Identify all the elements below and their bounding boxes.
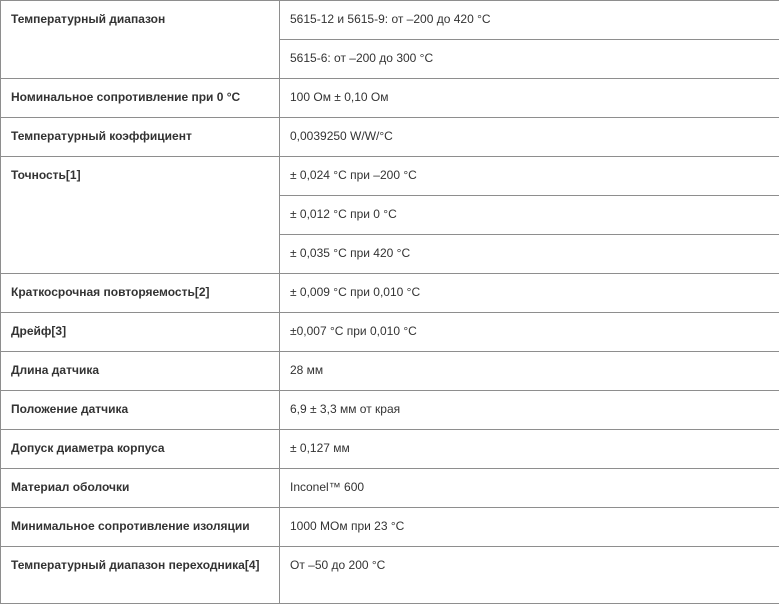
table-row bbox=[1, 1, 779, 40]
spec-label: Температурный диапазон bbox=[1, 1, 280, 79]
spec-label: Номинальное сопротивление при 0 °C bbox=[1, 79, 280, 118]
spec-value: 5615-6: от –200 до 300 °C bbox=[280, 40, 779, 79]
table-row bbox=[1, 79, 779, 118]
spec-value: 6,9 ± 3,3 мм от края bbox=[280, 391, 779, 430]
spec-label: Краткосрочная повторяемость[2] bbox=[1, 274, 280, 313]
spec-value: ± 0,035 °C при 420 °C bbox=[280, 235, 779, 274]
table-row bbox=[1, 430, 779, 469]
spec-label: Температурный коэффициент bbox=[1, 118, 280, 157]
spec-value: Inconel™ 600 bbox=[280, 469, 779, 508]
spec-label: Длина датчика bbox=[1, 352, 280, 391]
spec-value: ±0,007 °C при 0,010 °C bbox=[280, 313, 779, 352]
specifications-table-body bbox=[1, 1, 779, 604]
spec-label: Материал оболочки bbox=[1, 469, 280, 508]
spec-label: Минимальное сопротивление изоляции bbox=[1, 508, 280, 547]
table-row bbox=[1, 118, 779, 157]
table-row bbox=[1, 547, 779, 604]
spec-value: 100 Ом ± 0,10 Ом bbox=[280, 79, 779, 118]
spec-label: Допуск диаметра корпуса bbox=[1, 430, 280, 469]
spec-value: 5615-12 и 5615-9: от –200 до 420 °C bbox=[280, 1, 779, 40]
spec-value: ± 0,127 мм bbox=[280, 430, 779, 469]
spec-label: Температурный диапазон переходника[4] bbox=[1, 547, 280, 604]
table-row bbox=[1, 469, 779, 508]
spec-label: Точность[1] bbox=[1, 157, 280, 274]
spec-value: 28 мм bbox=[280, 352, 779, 391]
table-row bbox=[1, 352, 779, 391]
table-row bbox=[1, 391, 779, 430]
table-row bbox=[1, 508, 779, 547]
table-row bbox=[1, 313, 779, 352]
spec-label: Положение датчика bbox=[1, 391, 280, 430]
spec-value: От –50 до 200 °C bbox=[280, 547, 779, 604]
spec-label: Дрейф[3] bbox=[1, 313, 280, 352]
spec-value: 1000 МОм при 23 °C bbox=[280, 508, 779, 547]
table-row bbox=[1, 274, 779, 313]
spec-value: ± 0,012 °C при 0 °C bbox=[280, 196, 779, 235]
spec-value: ± 0,024 °C при –200 °C bbox=[280, 157, 779, 196]
spec-value: ± 0,009 °C при 0,010 °C bbox=[280, 274, 779, 313]
spec-value: 0,0039250 W/W/°C bbox=[280, 118, 779, 157]
table-row bbox=[1, 157, 779, 196]
